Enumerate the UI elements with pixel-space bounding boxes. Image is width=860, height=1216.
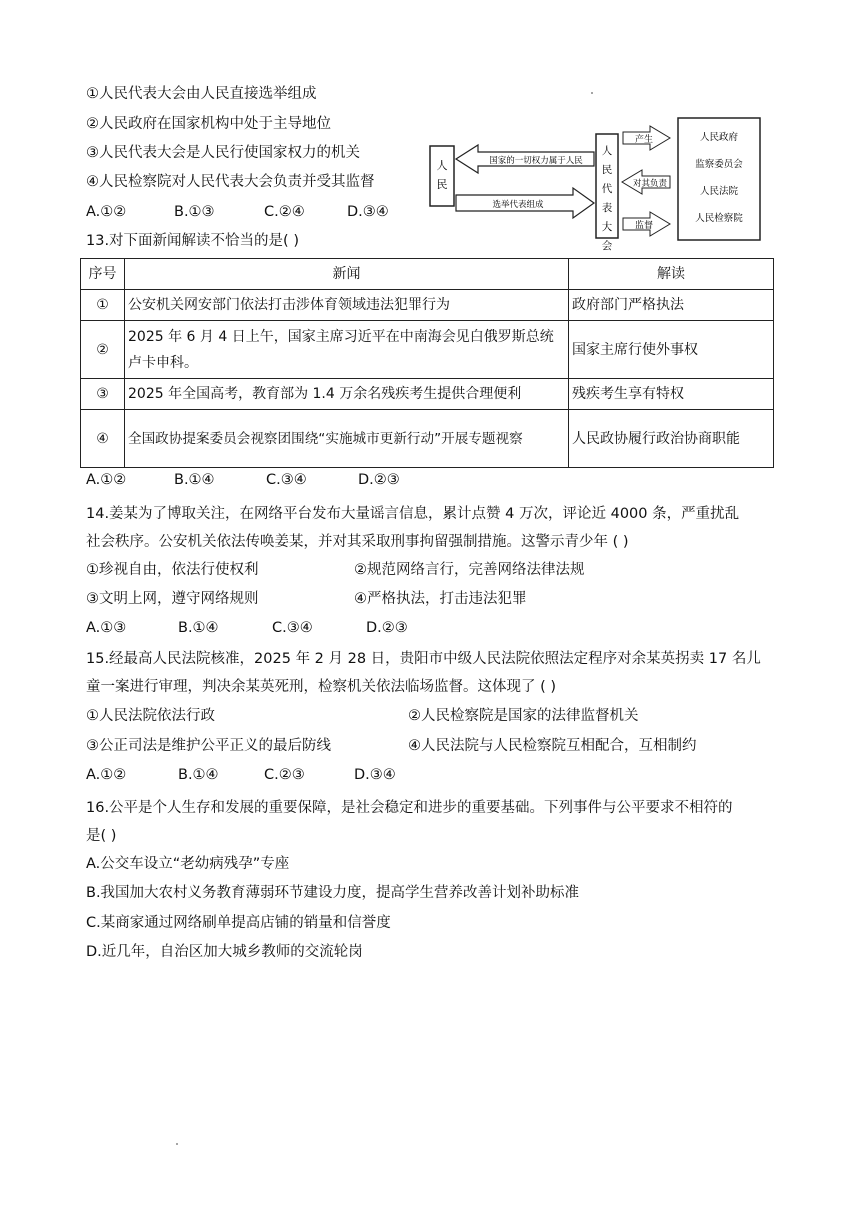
q14-stem-line1: 14.姜某为了博取关注，在网络平台发布大量谣言信息，累计点赞 4 万次，评论近 4000 条，严重扰乱	[86, 506, 740, 522]
q15-option-4: ④人民法院与人民检察院互相配合，互相制约	[408, 738, 697, 754]
q15-option-3: ③公正司法是维护公平正义的最后防线	[86, 738, 331, 754]
npc-char: 代	[601, 183, 613, 195]
npc-char: 大	[601, 221, 613, 233]
row-news: 公安机关网安部门依法打击涉体育领域违法犯罪行为	[125, 290, 569, 321]
row-note: 人民政协履行政治协商职能	[569, 410, 774, 468]
people-label-1: 人	[436, 160, 448, 172]
q15-choices	[86, 765, 396, 785]
q15-choice-b[interactable]: B.①④	[178, 767, 219, 783]
arrow-responsible-label: 对其负责	[632, 178, 668, 188]
q13-choices	[86, 470, 400, 490]
q16-option-b[interactable]: B.我国加大农村义务教育薄弱环节建设力度，提高学生营养改善计划补助标准	[86, 885, 580, 901]
q16-option-a[interactable]: A.公交车设立“老幼病残孕”专座	[86, 856, 290, 872]
arrow-supervise-label: 监督	[634, 220, 654, 230]
q16-option-d[interactable]: D.近几年，自治区加大城乡教师的交流轮岗	[86, 944, 363, 960]
row-note: 政府部门严格执法	[569, 290, 774, 321]
table-header-row	[81, 259, 774, 290]
table-row	[81, 290, 774, 321]
q15-choice-a[interactable]: A.①②	[86, 767, 127, 783]
state-organ-label: 人民政府	[699, 132, 739, 143]
q13-choice-a[interactable]: A.①②	[86, 472, 127, 488]
people-box	[430, 146, 454, 206]
q14-choice-d[interactable]: D.②③	[366, 620, 408, 636]
row-no: ③	[81, 379, 125, 410]
state-organ-label: 监察委员会	[695, 159, 743, 170]
header-news: 新闻	[125, 259, 569, 290]
q12-option-4: ④人民检察院对人民代表大会负责并受其监督	[86, 174, 375, 190]
q13-choice-c[interactable]: C.③④	[266, 472, 307, 488]
header-note: 解读	[569, 259, 774, 290]
arrow-elect-representatives-label: 选举代表组成	[492, 199, 544, 209]
q13-choice-b[interactable]: B.①④	[174, 472, 215, 488]
q16-stem-line2: 是( )	[86, 828, 117, 844]
arrow-power-belongs-label: 国家的一切权力属于人民	[489, 155, 583, 165]
npc-char: 人	[601, 145, 613, 157]
q12-choice-c[interactable]: C.②④	[264, 204, 305, 220]
scan-speck	[176, 1143, 178, 1145]
q14-choices	[86, 618, 408, 638]
row-note: 残疾考生享有特权	[569, 379, 774, 410]
header-no: 序号	[81, 259, 125, 290]
q14-choice-b[interactable]: B.①④	[178, 620, 219, 636]
row-no: ②	[81, 321, 125, 379]
q15-choice-d[interactable]: D.③④	[354, 767, 396, 783]
q14-option-1: ①珍视自由，依法行使权利	[86, 562, 259, 578]
q15-option-1: ①人民法院依法行政	[86, 708, 215, 724]
people-label-2: 民	[436, 179, 448, 191]
q12-choice-b[interactable]: B.①③	[174, 204, 215, 220]
q16-option-c[interactable]: C.某商家通过网络刷单提高店铺的销量和信誉度	[86, 915, 391, 931]
q13-stem: 13.对下面新闻解读不恰当的是( )	[86, 233, 299, 249]
npc-char: 表	[601, 202, 613, 214]
row-news: 全国政协提案委员会视察团围绕“实施城市更新行动”开展专题视察	[125, 410, 569, 468]
news-table	[80, 258, 774, 468]
q15-option-2: ②人民检察院是国家的法律监督机关	[408, 708, 639, 724]
q15-stem-line1: 15.经最高人民法院核准，2025 年 2 月 28 日，贵阳市中级人民法院依照法定程序对余某英拐卖 17 名儿	[86, 651, 761, 667]
row-news: 2025 年 6 月 4 日上午，国家主席习近平在中南海会见白俄罗斯总统卢卡申科。	[125, 321, 569, 379]
table-row	[81, 410, 774, 468]
row-news: 2025 年全国高考，教育部为 1.4 万余名残疾考生提供合理便利	[125, 379, 569, 410]
q12-choice-a[interactable]: A.①②	[86, 204, 127, 220]
q14-choice-c[interactable]: C.③④	[272, 620, 313, 636]
q12-option-2: ②人民政府在国家机构中处于主导地位	[86, 116, 331, 132]
arrow-produce-label: 产生	[634, 134, 654, 144]
q12-choices	[86, 202, 389, 222]
q15-choice-c[interactable]: C.②③	[264, 767, 305, 783]
q14-stem-line2: 社会秩序。公安机关依法传唤姜某，并对其采取刑事拘留强制措施。这警示青少年 ( )	[86, 534, 629, 550]
q14-option-2: ②规范网络言行，完善网络法律法规	[354, 562, 585, 578]
state-organ-label: 人民检察院	[695, 213, 743, 224]
q12-choice-d[interactable]: D.③④	[347, 204, 389, 220]
q14-choice-a[interactable]: A.①③	[86, 620, 127, 636]
npc-char: 民	[601, 164, 613, 176]
q14-option-3: ③文明上网，遵守网络规则	[86, 591, 259, 607]
row-no: ④	[81, 410, 125, 468]
q16-stem-line1: 16.公平是个人生存和发展的重要保障，是社会稳定和进步的重要基础。下列事件与公平要求不相符的	[86, 800, 733, 816]
scan-speck	[591, 92, 593, 94]
row-no: ①	[81, 290, 125, 321]
q14-option-4: ④严格执法，打击违法犯罪	[354, 591, 527, 607]
q12-option-3: ③人民代表大会是人民行使国家权力的机关	[86, 145, 360, 161]
table-row	[81, 321, 774, 379]
state-organ-label: 人民法院	[699, 186, 739, 197]
q12-option-1: ①人民代表大会由人民直接选举组成	[86, 86, 317, 102]
table-row	[81, 379, 774, 410]
state-organ-diagram	[428, 112, 762, 252]
q15-stem-line2: 童一案进行审理，判决余某英死刑，检察机关依法临场监督。这体现了 ( )	[86, 679, 557, 695]
npc-char: 会	[601, 240, 613, 252]
row-note: 国家主席行使外事权	[569, 321, 774, 379]
q13-choice-d[interactable]: D.②③	[358, 472, 400, 488]
